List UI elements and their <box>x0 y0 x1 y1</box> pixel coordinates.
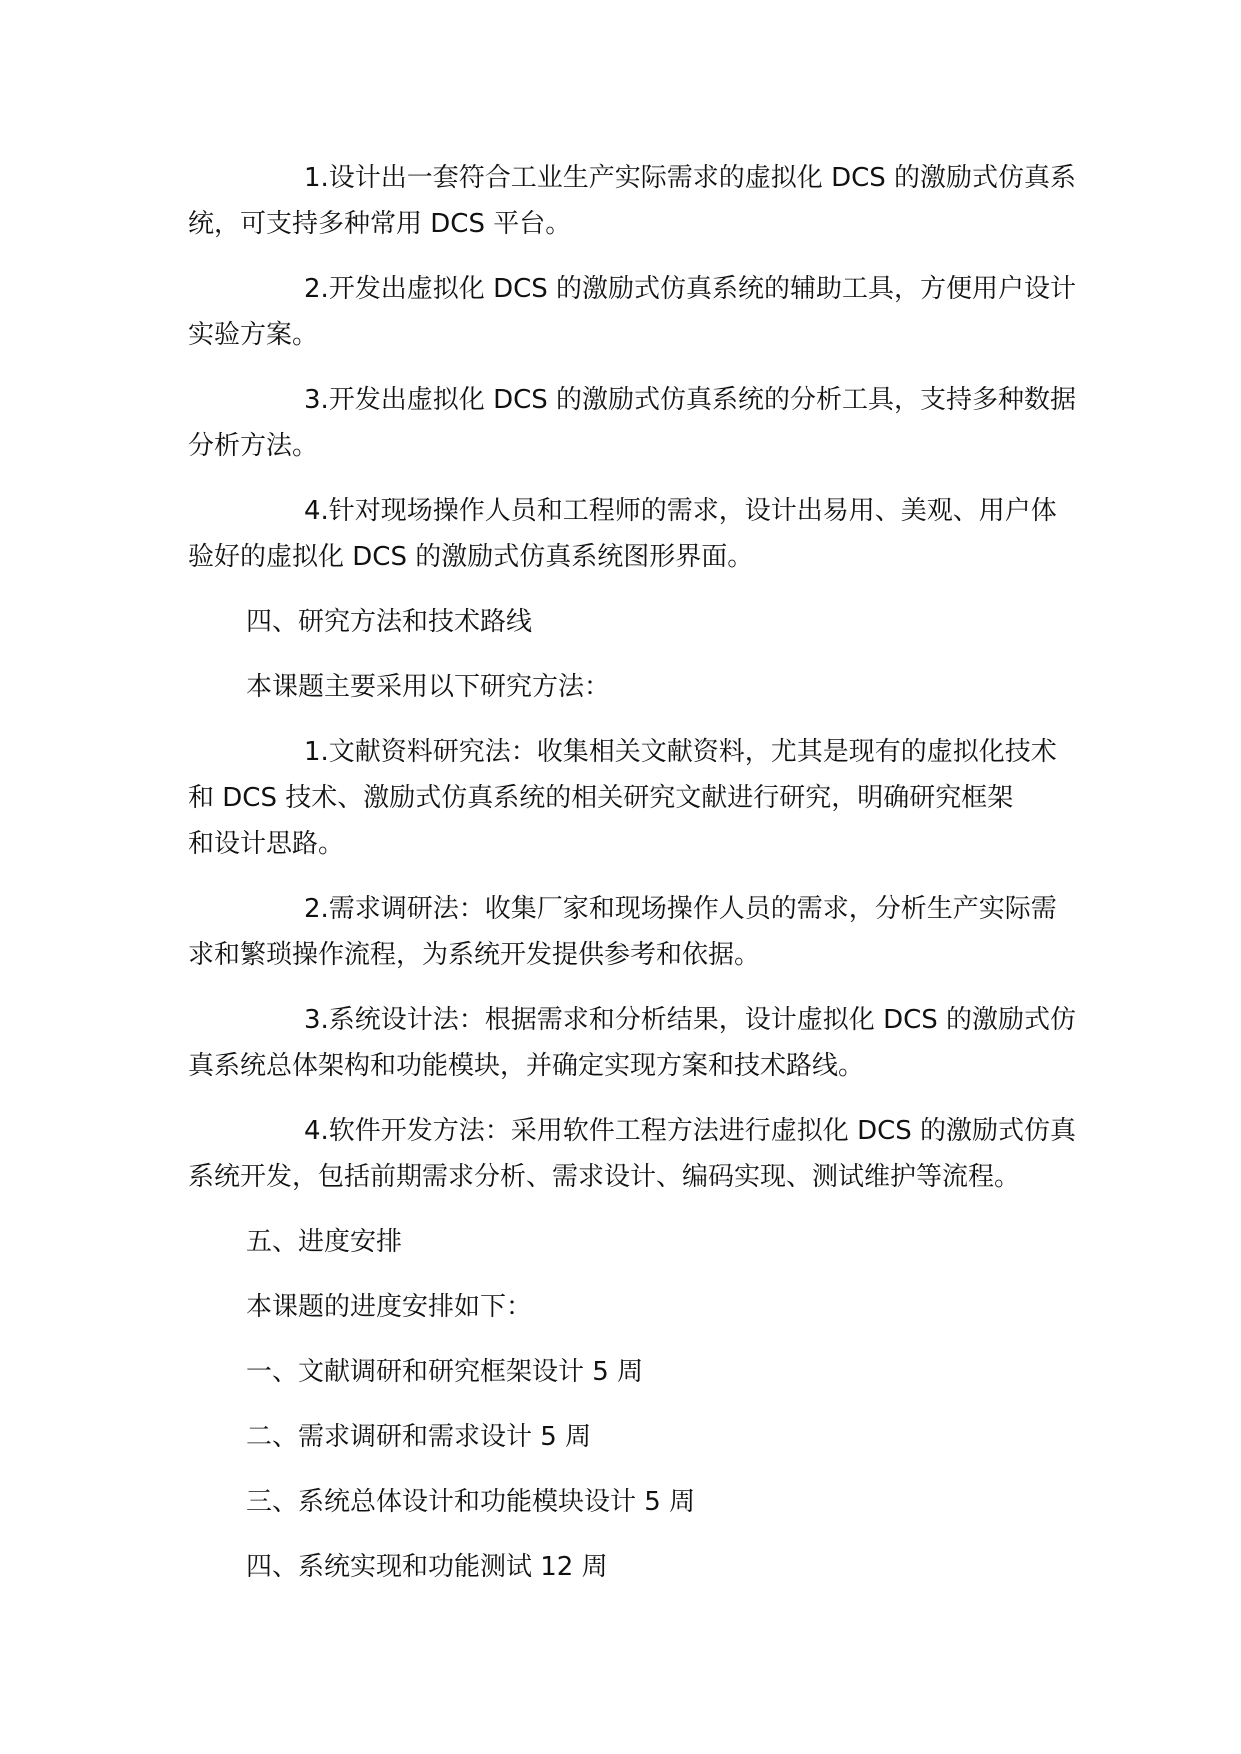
text-line: 实验方案。 <box>188 320 319 350</box>
text-line: 2.需求调研法：收集厂家和现场操作人员的需求，分析生产实际需 <box>304 894 1057 924</box>
text-line: 1.文献资料研究法：收集相关文献资料，尤其是现有的虚拟化技术 <box>304 737 1057 767</box>
text-line: 统，可支持多种常用 DCS 平台。 <box>188 209 572 239</box>
section-heading-methods: 四、研究方法和技术路线 <box>246 607 533 637</box>
text-line: 求和繁琐操作流程，为系统开发提供参考和依据。 <box>188 940 761 970</box>
objective-1 <box>188 155 1078 247</box>
text-line: 和 DCS 技术、激励式仿真系统的相关研究文献进行研究，明确研究框架 <box>188 783 1014 813</box>
text-line: 4.针对现场操作人员和工程师的需求，设计出易用、美观、用户体 <box>304 496 1057 526</box>
text-line: 分析方法。 <box>188 431 319 461</box>
objective-3 <box>188 377 1078 469</box>
method-1 <box>188 729 1078 867</box>
methods-intro: 本课题主要采用以下研究方法： <box>246 672 611 702</box>
text-line: 2.开发出虚拟化 DCS 的激励式仿真系统的辅助工具，方便用户设计 <box>304 274 1077 304</box>
document-body <box>188 155 1078 1609</box>
text-line: 真系统总体架构和功能模块，并确定实现方案和技术路线。 <box>188 1051 865 1081</box>
text-line: 和设计思路。 <box>188 829 345 859</box>
method-3 <box>188 997 1078 1089</box>
text-line: 1.设计出一套符合工业生产实际需求的虚拟化 DCS 的激励式仿真系 <box>304 163 1077 193</box>
text-line: 4.软件开发方法：采用软件工程方法进行虚拟化 DCS 的激励式仿真 <box>304 1116 1077 1146</box>
schedule-intro: 本课题的进度安排如下： <box>246 1292 533 1322</box>
text-line: 3.系统设计法：根据需求和分析结果，设计虚拟化 DCS 的激励式仿 <box>304 1005 1077 1035</box>
schedule-item: 二、需求调研和需求设计 5 周 <box>246 1422 592 1452</box>
method-2 <box>188 886 1078 978</box>
objective-4 <box>188 488 1078 580</box>
schedule-item: 三、系统总体设计和功能模块设计 5 周 <box>246 1487 696 1517</box>
method-4 <box>188 1108 1078 1200</box>
schedule-item: 一、文献调研和研究框架设计 5 周 <box>246 1357 644 1387</box>
schedule-item: 四、系统实现和功能测试 12 周 <box>246 1552 608 1582</box>
objective-2 <box>188 266 1078 358</box>
section-heading-schedule: 五、进度安排 <box>246 1227 403 1257</box>
text-line: 系统开发，包括前期需求分析、需求设计、编码实现、测试维护等流程。 <box>188 1162 1021 1192</box>
text-line: 3.开发出虚拟化 DCS 的激励式仿真系统的分析工具，支持多种数据 <box>304 385 1077 415</box>
text-line: 验好的虚拟化 DCS 的激励式仿真系统图形界面。 <box>188 542 754 572</box>
